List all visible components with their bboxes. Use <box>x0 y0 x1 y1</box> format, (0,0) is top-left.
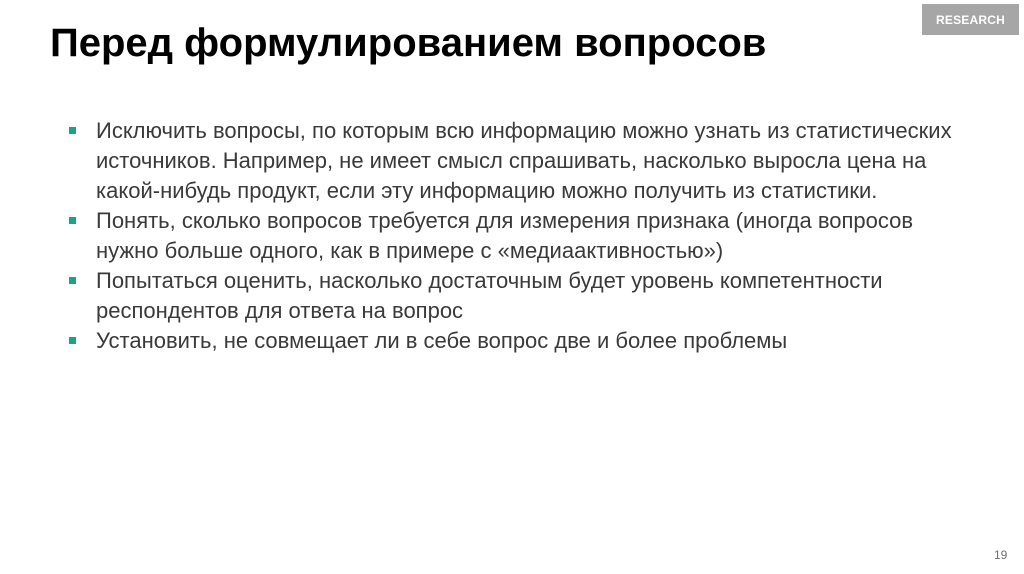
bullet-text: Попытаться оценить, насколько достаточным будет уровень компетентности респондентов для ответа на вопрос <box>96 268 883 323</box>
bullet-item <box>68 206 968 266</box>
research-badge: RESEARCH <box>922 4 1019 35</box>
slide-title: Перед формулированием вопросов <box>50 21 767 65</box>
bullet-item <box>68 326 968 356</box>
square-bullet-icon <box>69 277 76 284</box>
page-number: 19 <box>994 548 1008 562</box>
bullet-text: Понять, сколько вопросов требуется для измерения признака (иногда вопросов нужно больше одного, как в примере с «медиаактивностью») <box>96 208 914 263</box>
bullet-item <box>68 266 968 326</box>
bullet-list <box>68 116 968 356</box>
square-bullet-icon <box>69 217 76 224</box>
square-bullet-icon <box>69 337 76 344</box>
square-bullet-icon <box>69 127 76 134</box>
bullet-item <box>68 116 968 206</box>
bullet-text: Исключить вопросы, по которым всю информацию можно узнать из статистических источников. Например, не имеет смысл спрашивать, насколько выросла цена на какой-нибудь продукт, если эту информацию можно получить из статистики. <box>96 118 952 203</box>
bullet-text: Установить, не совмещает ли в себе вопрос две и более проблемы <box>96 328 788 353</box>
